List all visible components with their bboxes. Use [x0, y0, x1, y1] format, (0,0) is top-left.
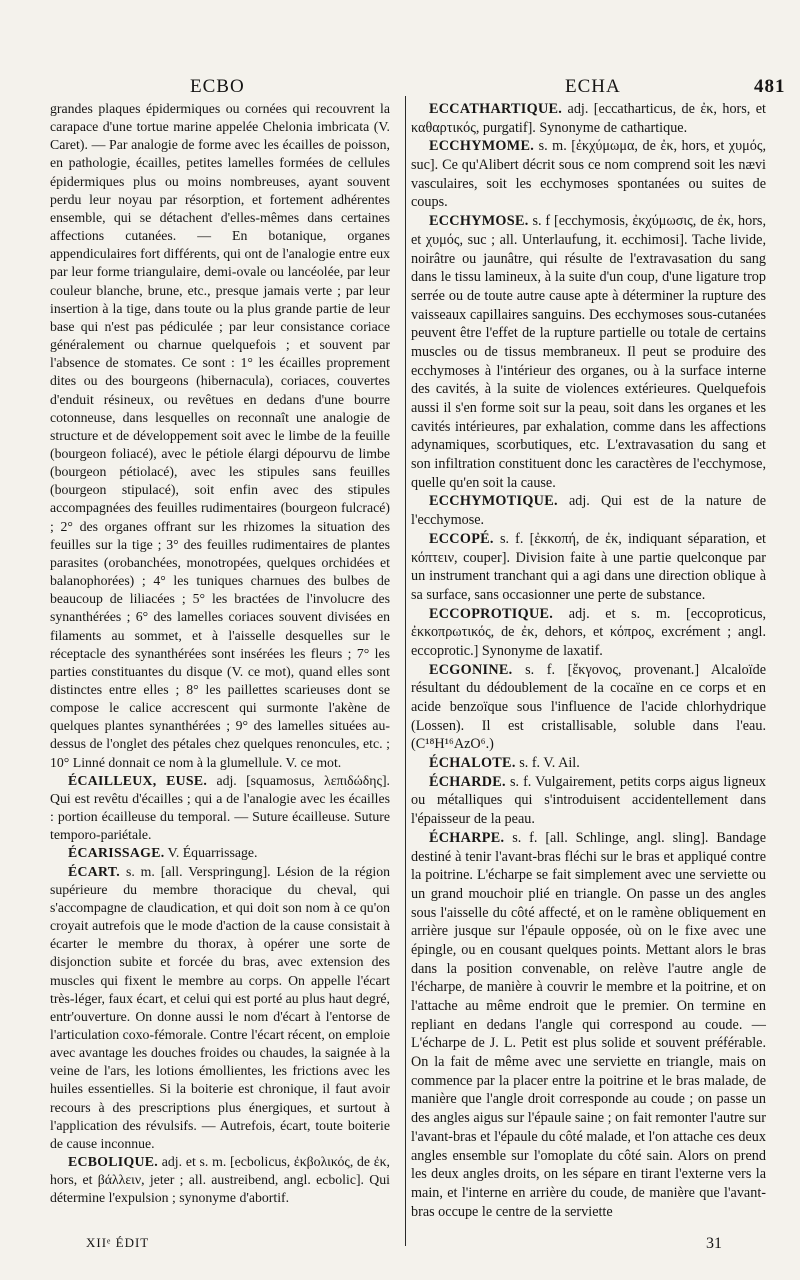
- entry-headword: ECGONINE.: [429, 661, 513, 678]
- right-column: [411, 100, 766, 1221]
- entry-headword: ECCHYMOTIQUE.: [429, 493, 558, 510]
- entry-text: adj. [squamosus, λεπιδώδης]. Qui est revêtu d'écailles ; qui a de l'analogie avec les écailles : portion écailleuse du temporal. — Suture écailleuse. Suture temporo-pariétale.: [50, 772, 390, 843]
- entry-headword: ÉCARISSAGE.: [68, 845, 165, 861]
- entry-text: s. m. [ἐκχύμωμα, de ἐκ, hors, et χυμός, suc]. Ce qu'Alibert décrit sous ce nom comprend soit les nævi vasculaires, soit les ecchymoses spontanées ou suites de coups.: [411, 138, 766, 211]
- dictionary-entry: [411, 661, 766, 754]
- entry-text: s. m. [all. Verspringung]. Lésion de la région supérieure du membre thoracique du cheval, qui s'accompagne de claudication, et qui doit son nom à ce qu'on croyait autrefois que le mode d'action de la cause consistait à écarter le membre du thorax, à opérer une sorte de disjonction subite et forcée du bras, avec extension des muscles qui fixent le membre au corps. On appelle l'écart très-léger, faux écart, et celui qui est porté au plus haut degré, entr'ouverture. On donne aussi le nom d'écart à l'entorse de l'articulation coxo-fémorale. Contre l'écart récent, on emploie avec avantage les douches froides ou chaudes, la saignée à la veine de l'ars, les lotions émollientes, les frictions avec les huiles essentielles. Si la boiterie est chronique, il faut avoir recours à des prescriptions plus énergiques, et surtout à l'application des révulsifs. — Autrefois, écart, toute boiterie de cause inconnue.: [50, 863, 390, 1151]
- dictionary-entry: [411, 754, 766, 773]
- entry-headword: ECBOLIQUE.: [68, 1154, 159, 1170]
- entry-text: s. f. [ἐκκοπή, de ἐκ, indiquant séparation, et κόπτειν, couper]. Division faite à une partie quelconque par un instrument tranchant qui a agi dans une direction oblique à sa surface, sans occasionner une perte de substance.: [411, 530, 766, 603]
- entry-text: adj. [eccatharticus, de ἐκ, hors, et καθαρτικός, purgatif]. Synonyme de cathartique.: [411, 101, 766, 136]
- entry-headword: ECCHYMOME.: [429, 138, 535, 155]
- entry-headword: ÉCHARDE.: [429, 773, 506, 790]
- entry-headword: ÉCART.: [68, 863, 121, 879]
- dictionary-entry: [411, 492, 766, 529]
- signature-mark: 31: [706, 1235, 722, 1252]
- dictionary-entry: [411, 212, 766, 492]
- entry-headword: ECCOPROTIQUE.: [429, 605, 554, 622]
- dictionary-entry: [411, 530, 766, 605]
- dictionary-entry: [50, 863, 390, 1154]
- dictionary-entry: [411, 100, 766, 137]
- dictionary-entry: [50, 844, 390, 862]
- dictionary-entry: [50, 772, 390, 845]
- page-number: 481: [754, 76, 786, 97]
- entry-headword: ÉCHARPE.: [429, 829, 505, 846]
- entry-text: s. f. Vulgairement, petits corps aigus ligneux ou métalliques qui s'introduisent accidentellement dans l'épaisseur de la peau.: [411, 773, 766, 828]
- edition-mark: XIIᵉ ÉDIT: [86, 1235, 150, 1250]
- dictionary-entry: [50, 1153, 390, 1207]
- dictionary-entry: [411, 829, 766, 1221]
- column-divider: [405, 96, 406, 1246]
- dictionary-entry: [411, 605, 766, 661]
- left-column: [50, 100, 390, 1208]
- header-guide-word-right: ECHA: [565, 76, 621, 97]
- entry-text: V. Équarrissage.: [167, 845, 258, 861]
- entry-headword: ECCHYMOSE.: [429, 213, 529, 230]
- running-header: [0, 70, 800, 100]
- header-guide-word-left: ECBO: [190, 76, 245, 97]
- entry-text: adj. et s. m. [eccoproticus, ἐκκοπρωτικός, de ἐκ, dehors, et κόπρος, excrément ; angl. eccoprotic.] Synonyme de laxatif.: [411, 605, 767, 659]
- entry-text: adj. et s. m. [ecbolicus, ἐκβολικός, de ἐκ, hors, et βάλλειν, jeter ; all. austreibend, angl. ecbolic]. Qui détermine l'expulsion ; synonyme d'abortif.: [50, 1154, 390, 1206]
- entry-headword: ECCOPÉ.: [429, 530, 494, 547]
- entry-headword: ÉCAILLEUX, EUSE.: [68, 772, 208, 788]
- entry-headword: ECCATHARTIQUE.: [429, 101, 563, 117]
- dictionary-entry: [411, 137, 766, 212]
- entry-headword: ÉCHALOTE.: [429, 755, 516, 772]
- entry-text: s. f. [ἔκγονος, provenant.] Alcaloïde résultant du dédoublement de la cocaïne en ce corps et en acide benzoïque sous l'influence de l'acide chlorhydrique (Lossen). Il est cristallisable, soluble dans l'eau. (C¹⁸H¹⁶AzO⁶.): [411, 661, 767, 753]
- dictionary-entry: [411, 773, 766, 829]
- entry-text: s. f. V. Ail.: [519, 755, 580, 772]
- entry-text: s. f [ecchymosis, ἐκχύμωσις, de ἐκ, hors, et χυμός, suc ; all. Unterlaufung, it. ecchimosi]. Tache livide, noirâtre ou jaunâtre, qui résulte de l'extravasation du sang dans le tissu lamineux, à la suite d'un coup, d'une ligature trop serrée ou de toute autre cause apte à déterminer la rupture des vaisseaux capillaires sanguins. Des ecchymoses sous-cutanées peuvent être l'effet de la rupture partielle ou totale de certains muscles ou de tissus membraneux. Il peut se produire des ecchymoses à l'intérieur des organes, ou à la surface interne des cavités, à la suite de violences extérieures. Quelquefois aussi il s'en forme soit sur la peau, soit dans les organes et les cavités intérieures, par exhalation, comme dans les affections adynamiques, scorbutiques, etc. L'extravasation du sang et son infiltration constituent donc les caractères de l'ecchymose, quelle qu'en soit la cause.: [411, 213, 767, 491]
- entry-text: s. f. [all. Schlinge, angl. sling]. Bandage destiné à tenir l'avant-bras fléchi sur le bras et appliqué contre la poitrine. L'écharpe se fait simplement avec une serviette ou un grand mouchoir plié en triangle. On passe un des angles sous l'aisselle du côté affecté, et on le ramène obliquement en arrière jusque sur l'épaule opposée, où on le fixe avec une épingle, ou en cousant quelques points. Mettant alors le bras dans la position convenable, on relève l'autre angle de l'écharpe, de manière à couvrir le membre et la poitrine, et on l'attache au même endroit que le premier. On termine en repliant en dedans l'angle qui correspond au coude. — L'écharpe de J. L. Petit est plus solide et souvent préférable. On la fait de même avec une serviette en triangle, mais on commence par la placer entre la poitrine et le bras malade, de manière que l'angle droit corresponde au coude ; on passe un des angles aigus sur l'épaule saine ; on fait remonter l'autre sur l'avant-bras et l'épaule du côté malade, et l'on attache ces deux angles ensemble sur l'omoplate du côté sain. Alors on prend les deux angles droits, on les sépare en tirant l'externe vers la main, et l'interne en arrière du coude, de manière que l'avant-bras occupe le centre de la serviette: [411, 829, 766, 1220]
- entry-text: adj. Qui est de la nature de l'ecchymose.: [411, 493, 766, 529]
- entry-text: grandes plaques épidermiques ou cornées qui recouvrent la carapace d'une tortue marine appelée Chelonia imbricata (V. Caret). — Par analogie de forme avec les écailles de poisson, en pathologie, écailles, petites lamelles formées de cellules épidermiques plus ou moins nombreuses, ayant souvent perdu leur noyau par résorption, et fortement adhérentes ensemble, qui se détachent d'elles-mêmes dans certaines affections cutanées. — En botanique, organes appendiculaires fort différents, qui ont de l'analogie entre eux par leur forme triangulaire, demi-ovale ou lancéolée, par leur couleur blanche, brune, etc., presque jamais verte ; par leur insertion à la tige, dans toute ou la plus grande partie de leur base qui n'est pas pédiculée ; par leur consistance coriace généralement ou charnue quelquefois ; et souvent par l'absence de stomates. Ce sont : 1° les écailles proprement dites ou des bourgeons (hibernacula), coriaces, couvertes d'enduit résineux, ou revêtues en dedans d'une bourre cotonneuse, dans lesquelles on reconnaît une analogie de structure et de développement soit avec le limbe de la feuille (bourgeon foliacé), avec le pétiole élargi dépourvu de limbe (bourgeon pétiolacé), avec les stipules sans feuilles (bourgeon stipulacé), soit enfin avec des stipules accompagnées des feuilles rudimentaires (bourgeon fulcracé) ; 2° des organes offrant sur les rhizomes la situation des feuilles sur la tige ; 3° des feuilles rudimentaires de plantes parasites (orobanchées, monotropées, quelques orchidées et balanophorées) ; 4° les tuniques charnues des bulbes de beaucoup de liliacées ; 5° les bractées de l'involucre des synanthérées ; 6° des lamelles coriaces souvent divisées en filaments au sommet, et à l'aisselle desquelles sur le réceptacle des synanthérées sont insérées les fleurs ; 7° les parties constituantes du disque (V. ce mot), quand elles sont distinctes entre elles ; 8° les paillettes scarieuses dont se compose le calice accrescent qui surmonte l'akène de quelques plantes synanthérées ; 9° des lamelles situées au-dessus de l'onglet des pétales chez quelques renoncules, etc. ; 10° Linné donnait ce nom à la glumellule. V. ce mot.: [50, 101, 390, 770]
- entry-continuation: [50, 100, 390, 772]
